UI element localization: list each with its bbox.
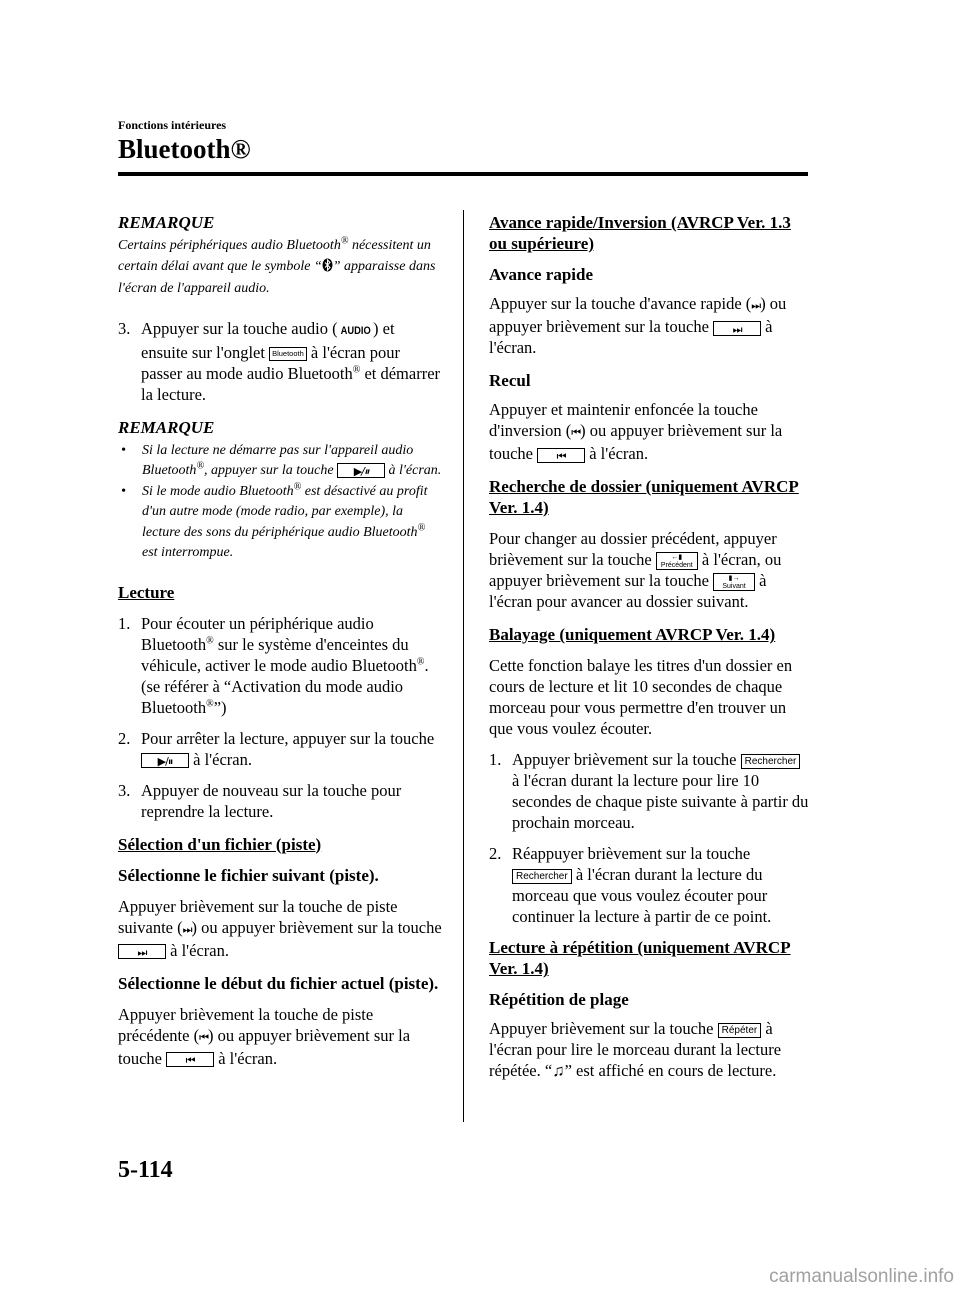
fast-forward-icon: ⏭: [751, 299, 761, 312]
repeat-button[interactable]: Répéter: [718, 1023, 762, 1038]
note-title: REMARQUE: [118, 213, 215, 232]
selection-next-text: Appuyer brièvement sur la touche de piste suivante (⏭) ou appuyer brièvement sur la touche ⏭ à l'écran.: [118, 896, 442, 960]
note-title: REMARQUE: [118, 417, 215, 437]
left-column: [118, 212, 444, 1069]
page-title: Bluetooth®: [118, 134, 251, 164]
repetition-subheading: Répétition de plage: [489, 990, 629, 1010]
lecture-step-1: 1. Pour écouter un périphérique audio Bluetooth® sur le système d'enceintes du véhicule, activer le mode audio Bluetooth®. (se référer à “Activation du mode audio Bluetooth®”): [118, 613, 429, 717]
recul-text: Appuyer et maintenir enfoncée la touche d'inversion (⏮) ou appuyer brièvement sur la touche ⏮ à l'écran.: [489, 400, 783, 463]
lecture-step-2: 2. Pour arrêter la lecture, appuyer sur la touche ▶/⏸ à l'écran.: [118, 728, 435, 769]
right-column: [489, 212, 811, 1081]
repetition-text: Appuyer brièvement sur la touche Répéter à l'écran pour lire le morceau durant la lecture répétée. “♫” est affiché en cours de lecture.: [489, 1019, 782, 1081]
note-1: [118, 212, 444, 300]
balayage-text: Cette fonction balaye les titres d'un dossier en cours de lecture et lit 10 secondes de chaque morceau pour vous permettre d'en trouver un que vous voulez écouter.: [489, 656, 793, 739]
header-rule: [118, 172, 808, 176]
next-folder-button[interactable]: ▮→ Suivant: [713, 573, 755, 591]
balayage-heading: Balayage (uniquement AVRCP Ver. 1.4): [489, 625, 776, 645]
page-number: 5-114: [118, 1157, 173, 1183]
step-3-audio: 3. Appuyer sur la touche audio ( AUDIO ) et ensuite sur l'onglet Bluetooth à l'écran pour passer au mode audio Bluetooth® et démarrer la lecture.: [118, 318, 441, 404]
note-text: Certains périphériques audio Bluetooth® nécessitent un certain délai avant que le symbole “ ” apparaisse dans l'écran de l'appareil audio.: [118, 235, 436, 296]
bluetooth-icon: [322, 258, 333, 280]
avance-subheading: Avance rapide: [489, 265, 594, 284]
column-divider: [463, 210, 464, 1122]
fast-forward-button[interactable]: ⏭: [713, 321, 761, 336]
section-label: Fonctions intérieures: [118, 118, 227, 132]
play-pause-button[interactable]: ▶/⏸: [141, 753, 189, 768]
avance-heading: Avance rapide/Inversion (AVRCP Ver. 1.3 ou supérieure): [489, 213, 791, 253]
registered-mark: ®: [340, 235, 349, 247]
note-2: [118, 417, 444, 564]
dossier-text: Pour changer au dossier précédent, appuyer brièvement sur la touche ←▮ Précédent à l'écran, ou appuyer brièvement sur la touche ▮→ Suivant à l'écran pour avancer au dossier suivant.: [489, 529, 782, 612]
lecture-step-3: 3. Appuyer de nouveau sur la touche pour reprendre la lecture.: [118, 780, 402, 821]
note-bullet: • Si le mode audio Bluetooth® est désactivé au profit d'un autre mode (mode radio, par exemple), la lecture des sons du périphérique audio Bluetooth® est interrompue.: [118, 482, 444, 564]
rewind-icon: ⏮: [571, 426, 581, 439]
next-track-button[interactable]: ⏭: [118, 944, 166, 959]
recul-subheading: Recul: [489, 371, 531, 390]
dossier-heading: Recherche de dossier (uniquement AVRCP Ver. 1.4): [489, 477, 799, 517]
lecture-heading: Lecture: [118, 582, 175, 602]
previous-folder-button[interactable]: ←▮ Précédent: [656, 552, 698, 570]
selection-subheading-next: Sélectionne le fichier suivant (piste).: [118, 865, 379, 885]
folder-back-icon: ←▮: [671, 554, 683, 562]
selection-subheading-current: Sélectionne le début du fichier actuel (piste).: [118, 973, 439, 993]
balayage-step-1: 1. Appuyer brièvement sur la touche Rechercher à l'écran durant la lecture pour lire 10 secondes de chaque piste suivante à partir du prochain morceau.: [489, 750, 809, 833]
note-bullet: • Si la lecture ne démarre pas sur l'appareil audio Bluetooth®, appuyer sur la touche ▶/⏸ à l'écran.: [118, 441, 444, 482]
prev-track-icon: ⏮: [199, 1030, 208, 1044]
selection-heading: Sélection d'un fichier (piste): [118, 834, 322, 854]
watermark: carmanualsonline.info: [769, 1266, 954, 1287]
selection-prev-text: Appuyer brièvement la touche de piste précédente (⏮) ou appuyer brièvement sur la touche ⏮ à l'écran.: [118, 1004, 411, 1068]
rewind-button[interactable]: ⏮: [537, 448, 585, 463]
prev-track-button[interactable]: ⏮: [166, 1052, 214, 1067]
audio-key-icon: AUDIO: [340, 324, 371, 337]
play-pause-button[interactable]: ▶/⏸: [337, 463, 385, 478]
next-track-icon: ⏭: [182, 922, 192, 936]
search-button[interactable]: Rechercher: [741, 754, 801, 769]
folder-forward-icon: ▮→: [728, 575, 740, 583]
repetition-heading: Lecture à répétition (uniquement AVRCP Ver. 1.4): [489, 938, 791, 979]
search-button[interactable]: Rechercher: [512, 869, 572, 884]
music-note-icon: ♫: [552, 1061, 565, 1081]
bluetooth-tab-button[interactable]: Bluetooth: [269, 347, 307, 361]
balayage-step-2: 2. Réappuyer brièvement sur la touche Rechercher à l'écran durant la lecture du morceau que vous voulez écouter pour continuer la lecture à partir de ce point.: [489, 844, 772, 927]
avance-text: Appuyer sur la touche d'avance rapide (⏭) ou appuyer brièvement sur la touche ⏭ à l'écran.: [489, 294, 787, 357]
